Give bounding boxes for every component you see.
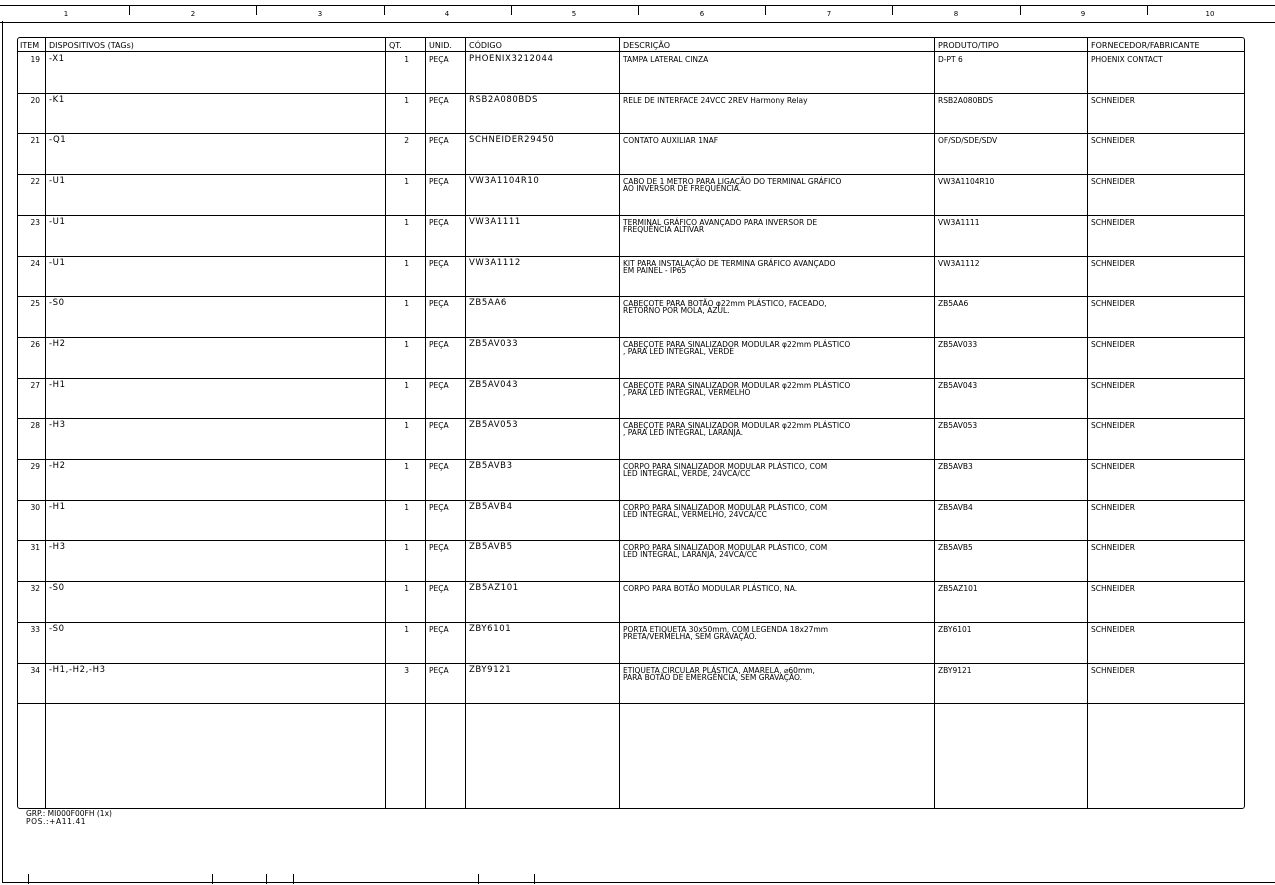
table-row [18, 296, 1244, 337]
ruler-tick [511, 6, 512, 15]
qty-cell: 1 [404, 421, 409, 431]
supplier-cell: SCHNEIDER [1091, 421, 1135, 431]
supplier-cell: SCHNEIDER [1091, 462, 1135, 471]
code-cell: VW3A1112 [469, 257, 521, 268]
ruler-label: 10 [1205, 10, 1215, 18]
supplier-cell: SCHNEIDER [1091, 502, 1135, 512]
ruler-tick [256, 6, 257, 15]
supplier-cell: SCHNEIDER [1091, 624, 1135, 634]
unit-cell: PEÇA [429, 136, 449, 146]
product-cell: ZB5AV043 [938, 380, 978, 390]
ruler-label: 6 [699, 10, 705, 18]
description-cell: CORPO PARA SINALIZADOR MODULAR PLÁSTICO, COM LED INTEGRAL, LARANJA, 24VCA/CC [623, 543, 828, 560]
item-cell: 26 [30, 339, 40, 349]
qty-cell: 1 [404, 502, 409, 512]
ruler-label: 9 [1080, 10, 1086, 18]
tag-cell: -S0 [49, 623, 65, 634]
unit-cell: PEÇA [429, 462, 449, 471]
description-cell: RELE DE INTERFACE 24VCC 2REV Harmony Relay [623, 95, 808, 105]
item-cell: 19 [30, 55, 40, 64]
item-cell: 24 [30, 258, 40, 268]
qty-cell: 1 [404, 624, 409, 634]
title-block-divider [266, 874, 267, 884]
unit-cell: PEÇA [429, 380, 449, 390]
product-cell: ZB5AV053 [938, 421, 978, 431]
description-cell: CORPO PARA SINALIZADOR MODULAR PLÁSTICO, COM LED INTEGRAL, VERMELHO, 24VCA/CC [623, 502, 828, 519]
qty-cell: 1 [404, 55, 409, 64]
description-cell: CONTATO AUXILIAR 1NAF [623, 136, 719, 146]
ruler-tick [384, 6, 385, 15]
unit-cell: PEÇA [429, 584, 449, 594]
product-cell: ZB5AZ101 [938, 584, 978, 594]
description-cell: CORPO PARA BOTÃO MODULAR PLÁSTICO, NA. [623, 584, 798, 594]
header-description: DESCRIÇÃO [623, 41, 671, 50]
ruler-label: 1 [63, 10, 69, 18]
item-cell: 34 [30, 665, 40, 675]
description-cell: CABEÇOTE PARA SINALIZADOR MODULAR φ22mm PLÁSTICO , PARA LED INTEGRAL, VERDE [623, 339, 851, 356]
title-block-divider [212, 874, 213, 884]
item-cell: 33 [30, 624, 40, 634]
qty-cell: 3 [404, 665, 409, 675]
qty-cell: 2 [404, 136, 409, 146]
supplier-cell: SCHNEIDER [1091, 380, 1135, 390]
item-cell: 28 [30, 421, 40, 431]
code-cell: ZBY6101 [469, 623, 512, 634]
ruler-label: 3 [317, 10, 323, 18]
supplier-cell: SCHNEIDER [1091, 543, 1135, 553]
supplier-cell: SCHNEIDER [1091, 665, 1135, 675]
tag-cell: -H2 [49, 338, 66, 349]
qty-cell: 1 [404, 95, 409, 105]
product-cell: ZB5AVB4 [938, 502, 973, 512]
unit-cell: PEÇA [429, 665, 449, 675]
code-cell: ZB5AV033 [469, 338, 519, 349]
description-cell: PORTA ETIQUETA 30x50mm, COM LEGENDA 18x27mm PRETA/VERMELHA, SEM GRAVAÇÃO. [623, 624, 829, 641]
supplier-cell: SCHNEIDER [1091, 95, 1135, 105]
header-qty: QT. [389, 41, 402, 50]
code-cell: ZB5AVB3 [469, 461, 513, 471]
ruler-label: 4 [444, 10, 450, 18]
product-cell: VW3A1104R10 [938, 177, 995, 187]
supplier-cell: SCHNEIDER [1091, 339, 1135, 349]
unit-cell: PEÇA [429, 177, 449, 187]
unit-cell: PEÇA [429, 258, 449, 268]
code-cell: ZB5AV053 [469, 420, 519, 431]
ruler-label: 8 [953, 10, 959, 18]
description-cell: CABEÇOTE PARA SINALIZADOR MODULAR φ22mm PLÁSTICO , PARA LED INTEGRAL, VERMELHO [623, 380, 851, 397]
title-block-divider [28, 874, 29, 884]
ruler-label: 2 [190, 10, 196, 18]
supplier-cell: PHOENIX CONTACT [1091, 55, 1163, 64]
code-cell: VW3A1111 [469, 216, 521, 227]
header-code: CÓDIGO [469, 41, 502, 50]
item-cell: 31 [30, 543, 40, 553]
item-cell: 32 [30, 584, 40, 594]
supplier-cell: SCHNEIDER [1091, 177, 1135, 187]
code-cell: VW3A1104R10 [469, 176, 540, 187]
tag-cell: -H3 [49, 420, 66, 431]
description-cell: ETIQUETA CIRCULAR PLÁSTICA, AMARELA, ⌀60mm, PARA BOTÃO DE EMERGÊNCIA, SEM GRAVAÇÃO. [623, 665, 815, 682]
product-cell: ZB5AVB3 [938, 462, 973, 471]
ruler-tick [765, 6, 766, 15]
code-cell: PHOENIX3212044 [469, 54, 554, 64]
qty-cell: 1 [404, 258, 409, 268]
header-unit: UNID. [429, 41, 452, 50]
table-row [18, 337, 1244, 378]
product-cell: ZBY6101 [938, 624, 972, 634]
description-cell: CABEÇOTE PARA SINALIZADOR MODULAR φ22mm PLÁSTICO , PARA LED INTEGRAL, LARANJA. [623, 421, 851, 438]
unit-cell: PEÇA [429, 339, 449, 349]
tag-cell: -S0 [49, 583, 65, 594]
tag-cell: -H3 [49, 542, 66, 553]
title-block-divider [534, 874, 535, 884]
table-row [18, 540, 1244, 581]
ruler-label: 7 [826, 10, 832, 18]
table-row [18, 133, 1244, 174]
product-cell: ZBY9121 [938, 665, 972, 675]
description-cell: KIT PARA INSTALAÇÃO DE TERMINA GRÁFICO AVANÇADO EM PAINEL - IP65 [623, 258, 836, 275]
supplier-cell: SCHNEIDER [1091, 217, 1135, 227]
tag-cell: -H2 [49, 461, 66, 471]
supplier-cell: SCHNEIDER [1091, 136, 1135, 146]
table-row [18, 174, 1244, 215]
product-cell: VW3A1112 [938, 258, 980, 268]
row-divider [18, 703, 1244, 704]
qty-cell: 1 [404, 217, 409, 227]
header-product: PRODUTO/TIPO [938, 41, 999, 50]
code-cell: ZB5AVB4 [469, 501, 513, 512]
qty-cell: 1 [404, 339, 409, 349]
code-cell: ZB5AA6 [469, 298, 507, 309]
tag-cell: -Q1 [49, 135, 67, 146]
product-cell: ZB5AV033 [938, 339, 978, 349]
qty-cell: 1 [404, 177, 409, 187]
product-cell: D-PT 6 [938, 55, 963, 64]
tag-cell: -U1 [49, 257, 66, 268]
header-item: ITEM [20, 41, 40, 50]
table-row [18, 215, 1244, 256]
ruler-tick [1147, 6, 1148, 15]
item-cell: 27 [30, 380, 40, 390]
table-row [18, 459, 1244, 500]
unit-cell: PEÇA [429, 502, 449, 512]
qty-cell: 1 [404, 584, 409, 594]
table-row [18, 581, 1244, 622]
item-cell: 30 [30, 502, 40, 512]
code-cell: ZBY9121 [469, 664, 512, 675]
bill-of-materials-table [17, 37, 1245, 809]
product-cell: OF/SD/SDE/SDV [938, 136, 998, 146]
ruler-tick [892, 6, 893, 15]
description-cell: CABEÇOTE PARA BOTÃO φ22mm PLÁSTICO, FACEADO, RETORNO POR MOLA, AZUL. [623, 299, 827, 316]
tag-cell: -H1 [49, 379, 66, 390]
code-cell: ZB5AVB5 [469, 542, 513, 553]
unit-cell: PEÇA [429, 95, 449, 105]
unit-cell: PEÇA [429, 624, 449, 634]
tag-cell: -X1 [49, 54, 65, 64]
qty-cell: 1 [404, 299, 409, 309]
item-cell: 23 [30, 217, 40, 227]
unit-cell: PEÇA [429, 299, 449, 309]
code-cell: RSB2A080BDS [469, 94, 538, 105]
tag-cell: -S0 [49, 298, 65, 309]
ruler-tick [1020, 6, 1021, 15]
item-cell: 20 [30, 95, 40, 105]
description-cell: CORPO PARA SINALIZADOR MODULAR PLÁSTICO, COM LED INTEGRAL, VERDE, 24VCA/CC [623, 462, 828, 478]
table-row [18, 52, 1244, 93]
tag-cell: -U1 [49, 176, 66, 187]
product-cell: ZB5AVB5 [938, 543, 973, 553]
code-cell: ZB5AZ101 [469, 583, 519, 594]
tag-cell: -U1 [49, 216, 66, 227]
unit-cell: PEÇA [429, 55, 449, 64]
tag-cell: -H1 [49, 501, 66, 512]
qty-cell: 1 [404, 462, 409, 471]
product-cell: VW3A1111 [938, 217, 980, 227]
title-block-divider [478, 874, 479, 884]
item-cell: 22 [30, 177, 40, 187]
table-row [18, 256, 1244, 297]
supplier-cell: SCHNEIDER [1091, 584, 1135, 594]
title-block-divider [293, 874, 294, 884]
ruler-label: 5 [571, 10, 577, 18]
unit-cell: PEÇA [429, 217, 449, 227]
tag-cell: -H1,-H2,-H3 [49, 664, 106, 675]
table-row [18, 378, 1244, 419]
ruler-tick [638, 6, 639, 15]
description-cell: TAMPA LATERAL CINZA [623, 55, 709, 64]
header-supplier: FORNECEDOR/FABRICANTE [1091, 41, 1200, 50]
product-cell: ZB5AA6 [938, 299, 969, 309]
code-cell: SCHNEIDER29450 [469, 135, 555, 146]
description-cell: TERMINAL GRÁFICO AVANÇADO PARA INVERSOR DE FREQUÊNCIA ALTIVAR [623, 217, 818, 234]
header-devices: DISPOSITIVOS (TAGs) [49, 41, 134, 50]
unit-cell: PEÇA [429, 543, 449, 553]
unit-cell: PEÇA [429, 421, 449, 431]
item-cell: 21 [30, 136, 40, 146]
group-note: GRP.: MI000F00FH (1x) [26, 809, 112, 818]
supplier-cell: SCHNEIDER [1091, 299, 1135, 309]
table-row [18, 663, 1244, 704]
table-row [18, 418, 1244, 459]
ruler-tick [129, 6, 130, 15]
description-cell: CABO DE 1 METRO PARA LIGAÇÃO DO TERMINAL GRÁFICO AO INVERSOR DE FREQUÊNCIA. [623, 177, 842, 194]
position-note: POS.:+A11.41 [26, 817, 87, 826]
table-row [18, 500, 1244, 541]
qty-cell: 1 [404, 543, 409, 553]
supplier-cell: SCHNEIDER [1091, 258, 1135, 268]
qty-cell: 1 [404, 380, 409, 390]
item-cell: 25 [30, 299, 40, 309]
table-row [18, 93, 1244, 134]
tag-cell: -K1 [49, 94, 65, 105]
code-cell: ZB5AV043 [469, 379, 519, 390]
item-cell: 29 [30, 462, 40, 471]
table-row [18, 622, 1244, 663]
product-cell: RSB2A080BDS [938, 95, 994, 105]
